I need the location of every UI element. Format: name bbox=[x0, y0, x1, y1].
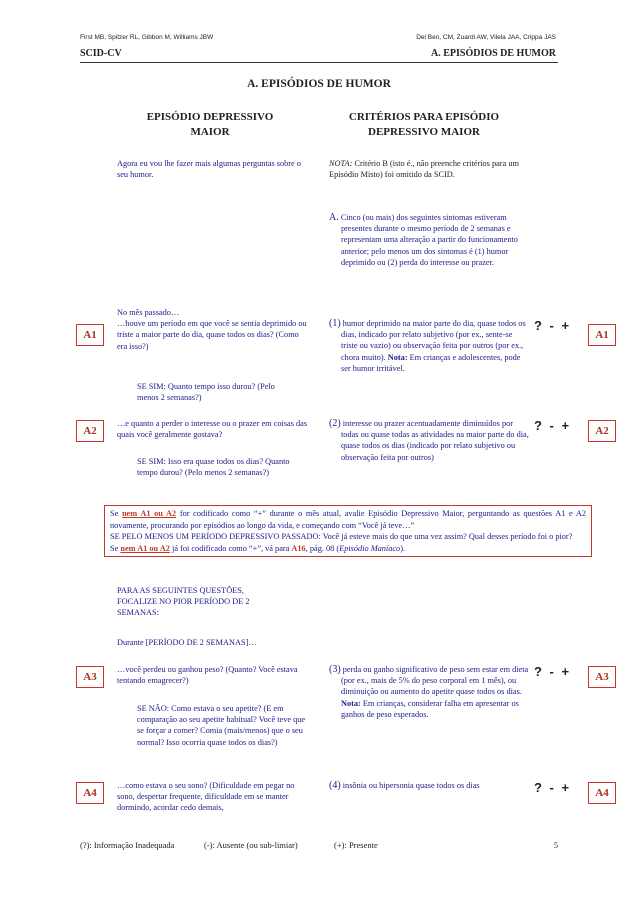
header-authors-left: First MB, Spitzer RL, Gibbon M, Williams JBW bbox=[80, 34, 214, 41]
code-box-a4-left: A4 bbox=[76, 782, 104, 804]
criterion-2-text: interesse ou prazer acentuadamente diminuídos por todas ou quase todas as atividades na maior parte do dia, quase todos os dias (indicado por relato subjetivo ou observação feita por outros) bbox=[341, 419, 529, 462]
question-a3: …você perdeu ou ganhou peso? (Quanto? Você estava tentando emagrecer?) bbox=[117, 665, 298, 686]
legend-present: (+): Presente bbox=[334, 840, 378, 850]
question-a4: …como estava o seu sono? (Dificuldade em pegar no sono, despertar frequente, dificuldade em se manter dormindo, acordar cedo demais, bbox=[117, 781, 295, 813]
criterion-4-text: insônia ou hipersonia quase todos os dias bbox=[342, 781, 480, 790]
code-box-a4-right: A4 bbox=[588, 782, 616, 804]
criterion-4-num: (4) bbox=[329, 780, 341, 791]
followup-a3-label: SE NÃO: bbox=[137, 704, 170, 713]
page-number: 5 bbox=[553, 840, 558, 850]
rb-l3-end: ). bbox=[400, 543, 406, 553]
doc-code: SCID-CV bbox=[80, 48, 122, 59]
header-section: A. EPISÓDIOS DE HUMOR bbox=[430, 48, 556, 59]
rb-l3-page: , pág. 08 ( bbox=[305, 543, 340, 553]
rating-a1[interactable]: ? - + bbox=[534, 318, 572, 333]
intro-question: Agora eu vou lhe fazer mais algumas perguntas sobre o seu humor. bbox=[117, 159, 301, 180]
instruction-box bbox=[104, 505, 592, 557]
rb-l3-em: nem A1 ou A2 bbox=[120, 543, 170, 553]
code-box-a1-left: A1 bbox=[76, 324, 104, 346]
followup-a2-label: SE SIM: bbox=[137, 457, 166, 466]
rb-l1-pre: Se bbox=[110, 509, 122, 518]
rb-l1-em: nem A1 ou A2 bbox=[121, 509, 177, 518]
rating-a4[interactable]: ? - + bbox=[534, 780, 572, 795]
right-heading-line-2: DEPRESSIVO MAIOR bbox=[368, 126, 480, 138]
rb-l3-goto[interactable]: A16 bbox=[291, 543, 306, 553]
criterion-3 bbox=[329, 664, 531, 720]
question-a1: No mês passado… …houve um período em que você se sentia deprimido ou triste a maior parte do dia, quase todos os dias? (Como era isso?) bbox=[117, 308, 307, 351]
criterion-3-note-text: Em crianças, considerar falha em apresentar os ganhos de peso esperados. bbox=[341, 698, 519, 719]
question-a2: …e quanto a perder o interesse ou o prazer em coisas das quais você geralmente gostava? bbox=[117, 419, 308, 440]
code-box-a3-right: A3 bbox=[588, 666, 616, 688]
followup-a1 bbox=[137, 381, 297, 403]
criterion-2-num: (2) bbox=[329, 418, 341, 429]
followup-a1-label: SE SIM: bbox=[137, 382, 166, 391]
code-box-a2-right: A2 bbox=[588, 420, 616, 442]
criterion-a-text: Cinco (ou mais) dos seguintes sintomas estiveram presentes durante o mesmo período de 2 semanas e representam uma alteração a partir do funcionamento anterior; pelo menos um dos sintomas é (1) humor deprimido ou (2) perda do interesse ou prazer. bbox=[340, 213, 518, 267]
nota-label: NOTA: bbox=[329, 159, 353, 168]
nota-text: Critério B (isto é., não preenche critérios para um Episódio Misto) foi omitido da SCID. bbox=[329, 159, 519, 180]
section-title: A. EPISÓDIOS DE HUMOR bbox=[247, 78, 391, 90]
followup-a2-text: Isso era quase todos os dias? Quanto tempo durou? (Pelo menos 2 semanas?) bbox=[137, 457, 290, 478]
criterion-3-text: perda ou ganho significativo de peso sem estar em dieta (por ex., mais de 5% do peso corporal em 1 mês), ou diminuição ou aumento do apetite quase todos os dias. bbox=[341, 665, 529, 697]
followup-a3-text: Como estava o seu apetite? (E em comparação ao seu apetite habitual? Você teve que se forçar a comer? Comia (mais/menos) que o seu normal? Isso ocorria quase todos os dias?) bbox=[137, 704, 306, 747]
criterion-3-note-label: Nota: bbox=[341, 698, 361, 708]
header-authors-right: Del Ben, CM, Zuardi AW, Vilela JAA, Crippa JAS bbox=[416, 34, 556, 41]
rb-l3-mid: já foi codificado como “+”, vá para bbox=[169, 543, 292, 553]
left-heading-line-2: MAIOR bbox=[190, 126, 230, 138]
code-box-a3-left: A3 bbox=[76, 666, 104, 688]
code-box-a2-left: A2 bbox=[76, 420, 104, 442]
criterion-3-num: (3) bbox=[329, 664, 341, 675]
criterion-1-text: humor deprimido na maior parte do dia, quase todos os dias, indicado por relato subjetivo (por ex., sente-se triste ou vazio) ou observação feita por outros (por ex., chora muito). bbox=[341, 319, 526, 362]
rating-a2[interactable]: ? - + bbox=[534, 418, 572, 433]
legend-absent: (-): Ausente (ou sub-limiar) bbox=[204, 840, 298, 850]
criterion-1-num: (1) bbox=[329, 318, 341, 329]
header-rule bbox=[80, 62, 558, 63]
rb-l1-post: for codificado como “+” durante o mês atual, avalie Episódio Depressivo Maior, perguntando as questões A1 e A2 novamente, procurando por episódios ao longo da vida, e começando com bbox=[110, 509, 586, 530]
right-column-heading bbox=[318, 110, 530, 140]
followup-a2 bbox=[137, 456, 307, 478]
legend-inadequate: (?): Informação Inadequada bbox=[80, 840, 175, 850]
during-period-prompt: Durante [PERÍODO DE 2 SEMANAS]… bbox=[117, 638, 257, 647]
criterion-a-letter: A. bbox=[329, 212, 339, 223]
rb-l1-quote: “Você já teve…” bbox=[358, 520, 415, 530]
rb-l3-ref: Episódio Maníaco bbox=[339, 543, 401, 553]
nota-block bbox=[329, 158, 525, 180]
followup-a1-text: Quanto tempo isso durou? (Pelo menos 2 semanas?) bbox=[137, 382, 275, 403]
left-heading-line-1: EPISÓDIO DEPRESSIVO bbox=[146, 111, 274, 123]
right-heading-line-1: CRITÉRIOS PARA EPISÓDIO bbox=[348, 111, 500, 123]
criterion-a bbox=[329, 212, 537, 268]
code-box-a1-right: A1 bbox=[588, 324, 616, 346]
rating-a3[interactable]: ? - + bbox=[534, 664, 572, 679]
left-column-heading bbox=[112, 110, 308, 140]
criterion-4 bbox=[329, 780, 531, 791]
criterion-2 bbox=[329, 418, 531, 463]
followup-a3 bbox=[137, 703, 307, 748]
rb-l3-pre: Se bbox=[110, 543, 121, 553]
criterion-1-note-label: Nota: bbox=[387, 352, 408, 362]
criterion-1 bbox=[329, 318, 531, 374]
rb-l2: SE PELO MENOS UM PERÍODO DEPRESSIVO PASSADO: Você já esteve mais do que uma vez assim? Qual desses período foi o pior? bbox=[110, 532, 573, 542]
focus-instruction: PARA AS SEGUINTES QUESTÕES, FOCALIZE NO PIOR PERÍODO DE 2 SEMANAS: bbox=[117, 586, 250, 618]
criterion-1-note-text: Em crianças e adolescentes, pode ser humor irritável. bbox=[341, 352, 521, 373]
